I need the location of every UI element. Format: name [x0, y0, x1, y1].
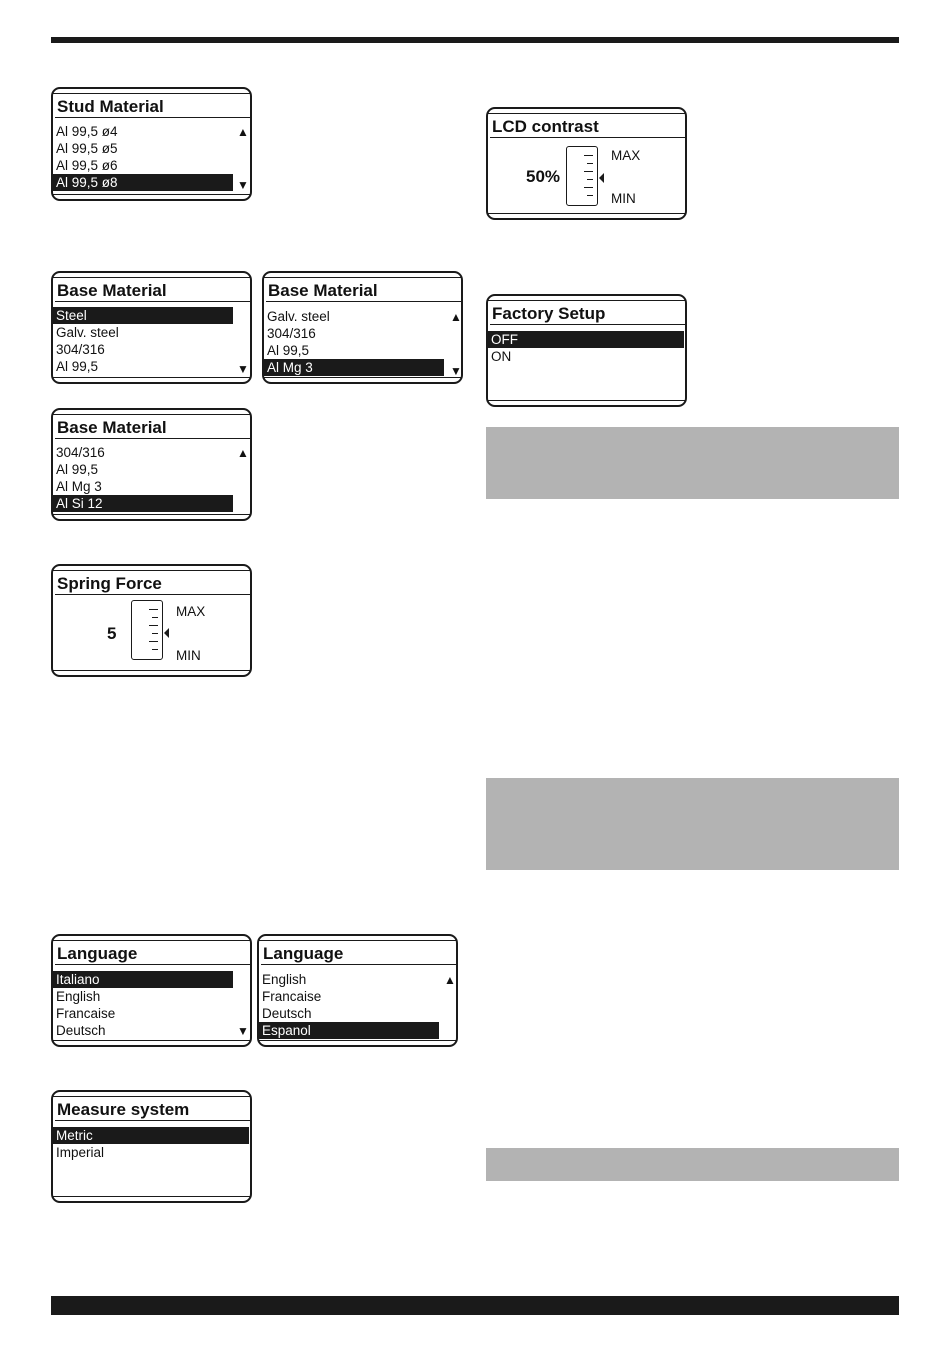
base-material-item[interactable]: Al 99,5	[56, 462, 99, 477]
scroll-up-icon[interactable]: ▲	[450, 310, 462, 324]
base-material-item[interactable]: 304/316	[267, 326, 316, 341]
base-material-title: Base Material	[266, 279, 461, 302]
base-material-screen-2	[262, 271, 463, 384]
gauge-pointer-icon	[599, 173, 604, 183]
spring-force-gauge[interactable]	[131, 600, 163, 660]
base-material-item[interactable]: Al Mg 3	[56, 479, 102, 494]
measure-system-title: Measure system	[55, 1098, 250, 1121]
top-rule	[51, 37, 899, 43]
stud-material-item-selected[interactable]: Al 99,5 ø8	[53, 174, 233, 191]
gauge-tick	[149, 609, 158, 610]
base-material-item-selected[interactable]: Al Si 12	[53, 495, 233, 512]
scroll-down-icon[interactable]: ▼	[237, 362, 249, 376]
language-item[interactable]: Deutsch	[262, 1006, 312, 1021]
gauge-tick	[152, 633, 158, 634]
base-material-item[interactable]: Galv. steel	[267, 309, 330, 324]
base-material-item[interactable]: 304/316	[56, 342, 105, 357]
stud-material-screen	[51, 87, 252, 201]
base-material-title: Base Material	[55, 416, 250, 439]
scroll-up-icon[interactable]: ▲	[237, 125, 249, 139]
lcd-contrast-min-label: MIN	[611, 191, 636, 206]
base-material-item[interactable]: Al 99,5	[267, 343, 310, 358]
lcd-contrast-value: 50%	[526, 167, 561, 186]
scroll-down-icon[interactable]: ▼	[450, 364, 462, 378]
gauge-tick	[584, 155, 593, 156]
lcd-contrast-title: LCD contrast	[490, 115, 685, 138]
gauge-tick	[152, 649, 158, 650]
base-material-title: Base Material	[55, 279, 250, 302]
lcd-contrast-screen	[486, 107, 687, 220]
language-screen-2	[257, 934, 458, 1047]
language-item[interactable]: Deutsch	[56, 1023, 106, 1038]
note-box-3	[486, 1148, 899, 1181]
note-box-1	[486, 427, 899, 499]
gauge-tick	[584, 187, 593, 188]
spring-force-min-label: MIN	[176, 648, 201, 663]
language-item[interactable]: English	[262, 972, 307, 987]
base-material-screen-3	[51, 408, 252, 521]
language-title: Language	[261, 942, 456, 965]
factory-setup-item-selected[interactable]: OFF	[488, 331, 684, 348]
base-material-screen-1	[51, 271, 252, 384]
factory-setup-title: Factory Setup	[490, 302, 685, 325]
note-box-2	[486, 778, 899, 870]
gauge-tick	[149, 625, 158, 626]
gauge-tick	[587, 195, 593, 196]
language-screen-1	[51, 934, 252, 1047]
measure-system-item-selected[interactable]: Metric	[53, 1127, 249, 1144]
stud-material-item[interactable]: Al 99,5 ø4	[56, 124, 118, 139]
language-item-selected[interactable]: Espanol	[259, 1022, 439, 1039]
base-material-item[interactable]: 304/316	[56, 445, 105, 460]
scroll-down-icon[interactable]: ▼	[237, 1024, 249, 1038]
gauge-tick	[149, 641, 158, 642]
lcd-contrast-gauge[interactable]	[566, 146, 598, 206]
spring-force-title: Spring Force	[55, 572, 250, 595]
base-material-item[interactable]: Al 99,5	[56, 359, 99, 374]
stud-material-title: Stud Material	[55, 95, 250, 118]
spring-force-screen	[51, 564, 252, 677]
scroll-up-icon[interactable]: ▲	[444, 973, 456, 987]
stud-material-item[interactable]: Al 99,5 ø6	[56, 158, 118, 173]
language-title: Language	[55, 942, 250, 965]
gauge-tick	[152, 617, 158, 618]
gauge-tick	[587, 179, 593, 180]
scroll-down-icon[interactable]: ▼	[237, 178, 249, 192]
factory-setup-item[interactable]: ON	[491, 349, 512, 364]
gauge-tick	[584, 171, 593, 172]
base-material-item[interactable]: Galv. steel	[56, 325, 119, 340]
gauge-tick	[587, 163, 593, 164]
spring-force-max-label: MAX	[176, 604, 206, 619]
stud-material-item[interactable]: Al 99,5 ø5	[56, 141, 118, 156]
language-item[interactable]: Francaise	[262, 989, 322, 1004]
lcd-contrast-max-label: MAX	[611, 148, 641, 163]
spring-force-value: 5	[107, 624, 117, 643]
factory-setup-screen	[486, 294, 687, 407]
scroll-up-icon[interactable]: ▲	[237, 446, 249, 460]
gauge-pointer-icon	[164, 628, 169, 638]
bottom-rule	[51, 1296, 899, 1315]
measure-system-item[interactable]: Imperial	[56, 1145, 105, 1160]
base-material-item-selected[interactable]: Al Mg 3	[264, 359, 444, 376]
language-item-selected[interactable]: Italiano	[53, 971, 233, 988]
language-item[interactable]: English	[56, 989, 101, 1004]
language-item[interactable]: Francaise	[56, 1006, 116, 1021]
measure-system-screen	[51, 1090, 252, 1203]
base-material-item-selected[interactable]: Steel	[53, 307, 233, 324]
